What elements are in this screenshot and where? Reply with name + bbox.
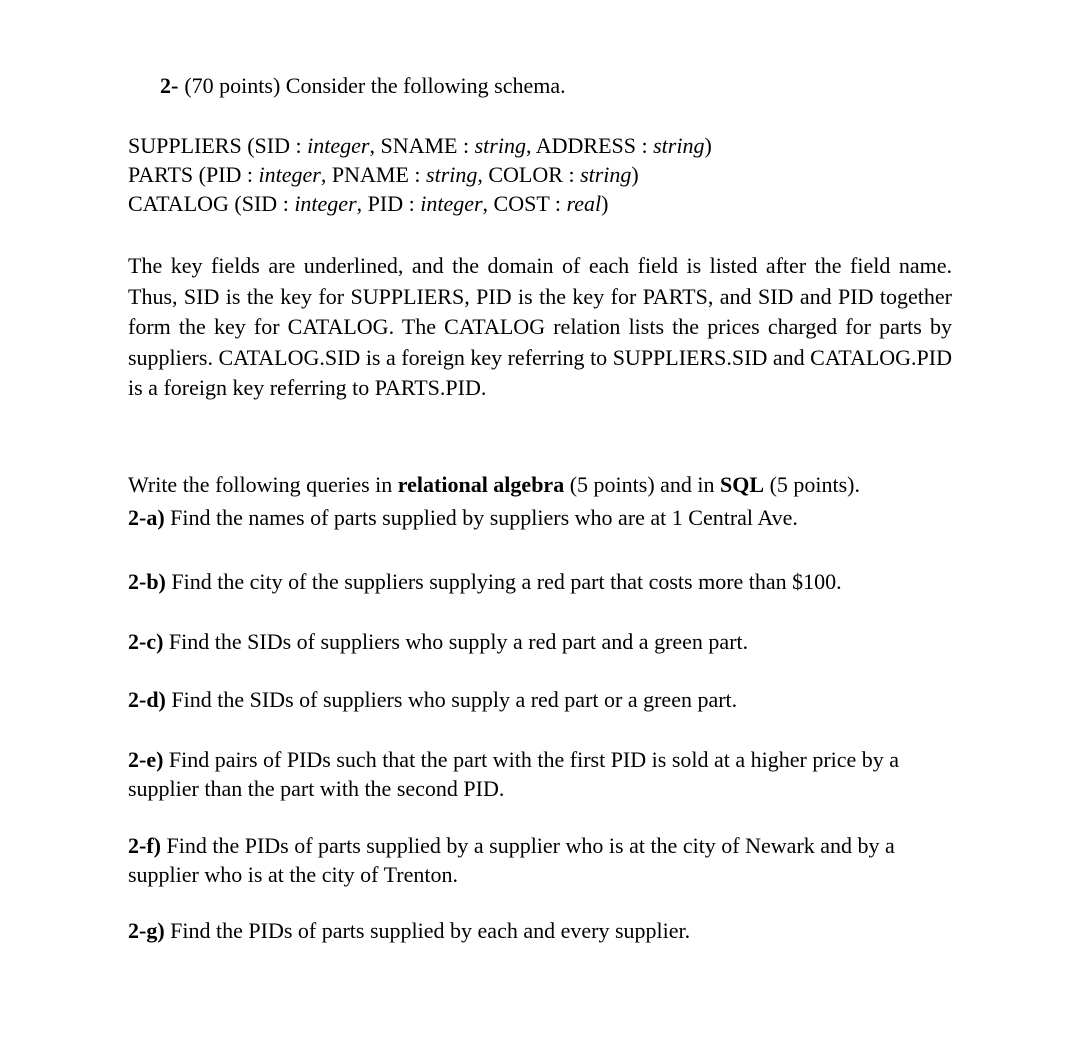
problem-header (160, 71, 566, 100)
question-text: Find the SIDs of suppliers who supply a red part or a green part. (165, 687, 738, 712)
question-text: Find pairs of PIDs such that the part with the first PID is sold at a higher price by a supplier than the part with the second PID. (128, 747, 900, 801)
question-label: 2-g) (128, 918, 165, 943)
field-name: SNAME (380, 133, 458, 158)
question-text: Find the PIDs of parts supplied by each and every supplier. (164, 918, 691, 943)
question-label: 2-f) (128, 833, 161, 858)
field-name: SID (241, 191, 278, 216)
problem-intro: (70 points) Consider the following schema. (184, 73, 566, 98)
field-name: SID (254, 133, 290, 158)
field-name: COLOR (488, 162, 563, 187)
question-text: Find the city of the suppliers supplying a red part that costs more than $100. (165, 569, 842, 594)
relation-name: PARTS (128, 162, 194, 187)
field-name: PID (367, 191, 404, 216)
relation-name: CATALOG (128, 191, 229, 216)
question-2f (128, 831, 958, 889)
question-2g (128, 916, 958, 945)
field-type: integer (307, 133, 370, 158)
relation-name: SUPPLIERS (128, 133, 242, 158)
instruction-prefix: Write the following queries in (128, 472, 398, 497)
question-2c (128, 627, 958, 656)
field-type: string (474, 133, 526, 158)
question-label: 2-a) (128, 505, 165, 530)
question-2b (128, 567, 958, 596)
field-type: integer (294, 191, 357, 216)
field-name: PID (205, 162, 242, 187)
question-2d (128, 685, 958, 714)
instruction-line (128, 470, 860, 499)
field-type: integer (420, 191, 483, 216)
field-name: PNAME (331, 162, 409, 187)
field-type: real (566, 191, 602, 216)
schema-description: The key fields are underlined, and the domain of each field is listed after the field name. Thus, SID is the key for SUPPLIERS, PID is the key for PARTS, and SID and PID together form the key for CATALOG. The CATALOG relation lists the prices charged for parts by suppliers. CATALOG.SID is a foreign key referring to SUPPLIERS.SID and CATALOG.PID is a foreign key referring to PARTS.PID. (128, 253, 952, 400)
schema-block (128, 131, 712, 218)
problem-number: 2- (160, 73, 179, 98)
field-type: integer (258, 162, 321, 187)
question-text: Find the names of parts supplied by suppliers who are at 1 Central Ave. (164, 505, 798, 530)
instruction-relational-algebra: relational algebra (397, 472, 565, 497)
question-2e (128, 745, 958, 803)
instruction-suffix: (5 points). (764, 472, 861, 497)
question-label: 2-e) (128, 747, 164, 772)
question-text: Find the PIDs of parts supplied by a supplier who is at the city of Newark and by a supplier who is at the city of Trenton. (128, 833, 895, 887)
question-text: Find the SIDs of suppliers who supply a red part and a green part. (163, 629, 749, 654)
field-type: string (653, 133, 705, 158)
question-2a (128, 503, 958, 532)
schema-suppliers: SUPPLIERS (SID : integer, SNAME : string, ADDRESS : string) (128, 133, 712, 158)
instruction-sql: SQL (720, 472, 765, 497)
field-name: COST (493, 191, 550, 216)
question-label: 2-c) (128, 629, 164, 654)
schema-catalog: CATALOG (SID : integer, PID : integer, COST : real) (128, 191, 609, 216)
field-type: string (580, 162, 632, 187)
question-label: 2-b) (128, 569, 166, 594)
field-type: string (426, 162, 478, 187)
schema-parts: PARTS (PID : integer, PNAME : string, COLOR : string) (128, 162, 639, 187)
question-label: 2-d) (128, 687, 166, 712)
instruction-middle: (5 points) and in (564, 472, 721, 497)
field-name: ADDRESS (535, 133, 636, 158)
